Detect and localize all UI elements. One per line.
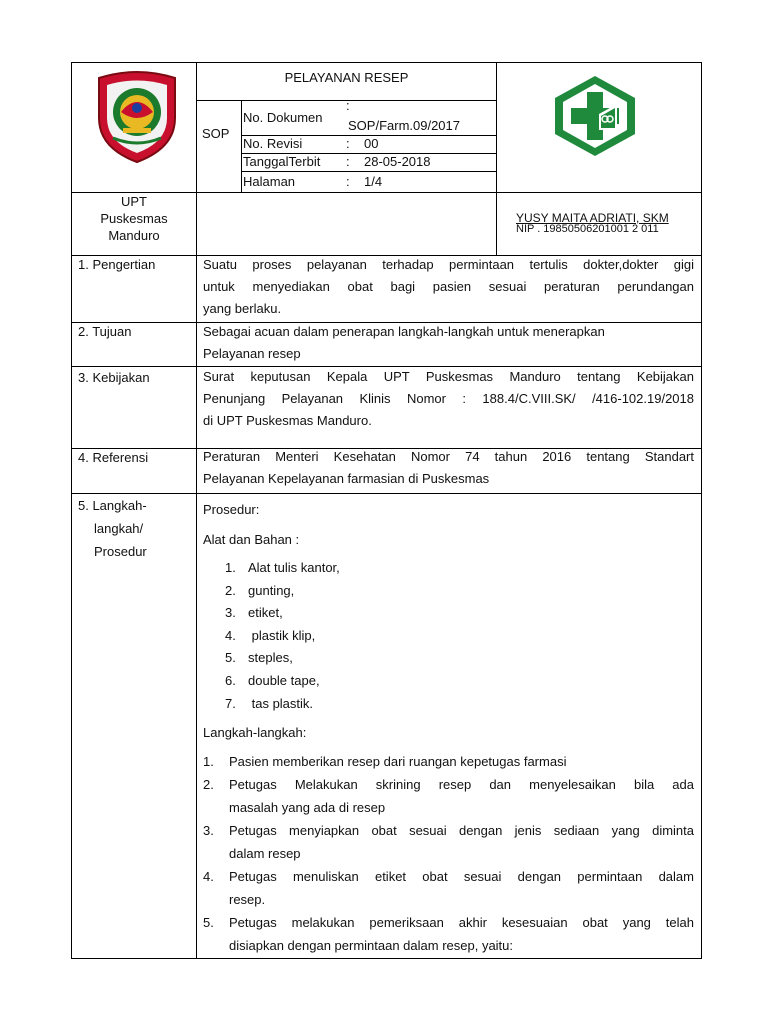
list-item: 2. gunting, [225, 582, 295, 598]
field-label-no-revisi: No. Revisi [243, 136, 303, 151]
langkah-list [203, 750, 694, 957]
list-item: 5. steples, [225, 650, 293, 666]
prosedur-label-line: langkah/ [94, 521, 144, 536]
pengertian-line: yang berlaku. [203, 301, 282, 316]
list-item: 3. Petugas menyiapkan obat sesuai dengan jenis sediaan yang diminta dalam resep [203, 823, 694, 861]
list-item: 7. tas plastik. [225, 695, 314, 711]
section-label-tujuan: 2. Tujuan [78, 324, 132, 339]
alat-bahan-list [203, 557, 503, 715]
section-content-tujuan [203, 321, 694, 365]
tujuan-line: Sebagai acuan dalam penerapan langkah-langkah untuk menerapkan [203, 324, 605, 339]
field-value-no-revisi: 00 [364, 136, 379, 151]
section-label-kebijakan: 3. Kebijakan [78, 370, 150, 385]
field-label-no-dokumen: No. Dokumen [243, 110, 323, 125]
field-value-halaman: 1/4 [364, 174, 383, 189]
prosedur-heading: Prosedur: [203, 502, 260, 517]
section-label-pengertian: 1. Pengertian [78, 257, 156, 272]
list-item: 1. Alat tulis kantor, [225, 560, 340, 575]
prosedur-label-line: 5. Langkah- [78, 498, 147, 513]
kebijakan-line: Surat keputusan Kepala UPT Puskesmas Manduro tentang Kebijakan [203, 369, 694, 384]
kebijakan-line: di UPT Puskesmas Manduro. [203, 413, 372, 428]
list-item: 4. plastik klip, [225, 627, 316, 643]
list-item: 3. etiket, [225, 605, 283, 621]
prosedur-label-line: Prosedur [94, 544, 147, 559]
referensi-line: Peraturan Menteri Kesehatan Nomor 74 tahun 2016 tentang Standart [203, 449, 694, 464]
section-content-pengertian [203, 254, 694, 320]
sop-label: SOP [202, 126, 230, 141]
puskesmas-logo [553, 74, 637, 158]
field-sep-tanggal-terbit: : [346, 154, 350, 169]
regional-emblem-logo [93, 68, 181, 164]
organization-line-1: UPT [121, 194, 147, 209]
tujuan-line: Pelayanan resep [203, 346, 301, 361]
organization-name [72, 193, 196, 244]
kebijakan-line: Penunjang Pelayanan Klinis Nomor : 188.4/C.VIII.SK/ /416-102.19/2018 [203, 391, 694, 406]
list-item: 6. double tape, [225, 672, 320, 688]
langkah-heading: Langkah-langkah: [203, 725, 307, 740]
organization-line-2: Puskesmas [100, 211, 168, 226]
field-sep-no-dokumen: : [346, 98, 350, 113]
list-item: 5. Petugas melakukan pemeriksaan akhir kesesuaian obat yang telah disiapkan dengan permintaan dalam resep, yaitu: [203, 915, 694, 953]
field-value-no-dokumen: SOP/Farm.09/2017 [348, 118, 460, 133]
field-sep-halaman: : [346, 174, 350, 189]
organization-line-3: Manduro [108, 228, 160, 243]
alat-bahan-heading: Alat dan Bahan : [203, 532, 300, 547]
signer-name: YUSY MAITA ADRIATI, SKM [516, 211, 669, 225]
section-content-referensi [203, 446, 694, 490]
referensi-line: Pelayanan Kepelayanan farmasian di Puskesmas [203, 471, 490, 486]
document-title: PELAYANAN RESEP [284, 70, 409, 85]
list-item: 4. Petugas menuliskan etiket obat sesuai dengan permintaan dalam resep. [203, 869, 694, 907]
field-label-tanggal-terbit: TanggalTerbit [243, 154, 321, 169]
field-sep-no-revisi: : [346, 136, 350, 151]
section-content-kebijakan [203, 366, 694, 432]
signer-nip: NIP . 19850506201001 2 011 [516, 223, 659, 235]
pengertian-line: Suatu proses pelayanan terhadap permintaan tertulis dokter,dokter gigi [203, 257, 694, 272]
section-label-referensi: 4. Referensi [78, 450, 149, 465]
field-label-halaman: Halaman [243, 174, 296, 189]
field-value-tanggal-terbit: 28-05-2018 [364, 154, 431, 169]
section-label-prosedur [78, 494, 147, 563]
pengertian-line: untuk menyediakan obat bagi pasien sesuai peraturan perundangan [203, 279, 694, 294]
list-item: 1. Pasien memberikan resep dari ruangan kepetugas farmasi [203, 754, 567, 769]
list-item: 2. Petugas Melakukan skrining resep dan menyelesaikan bila ada masalah yang ada di resep [203, 777, 694, 815]
